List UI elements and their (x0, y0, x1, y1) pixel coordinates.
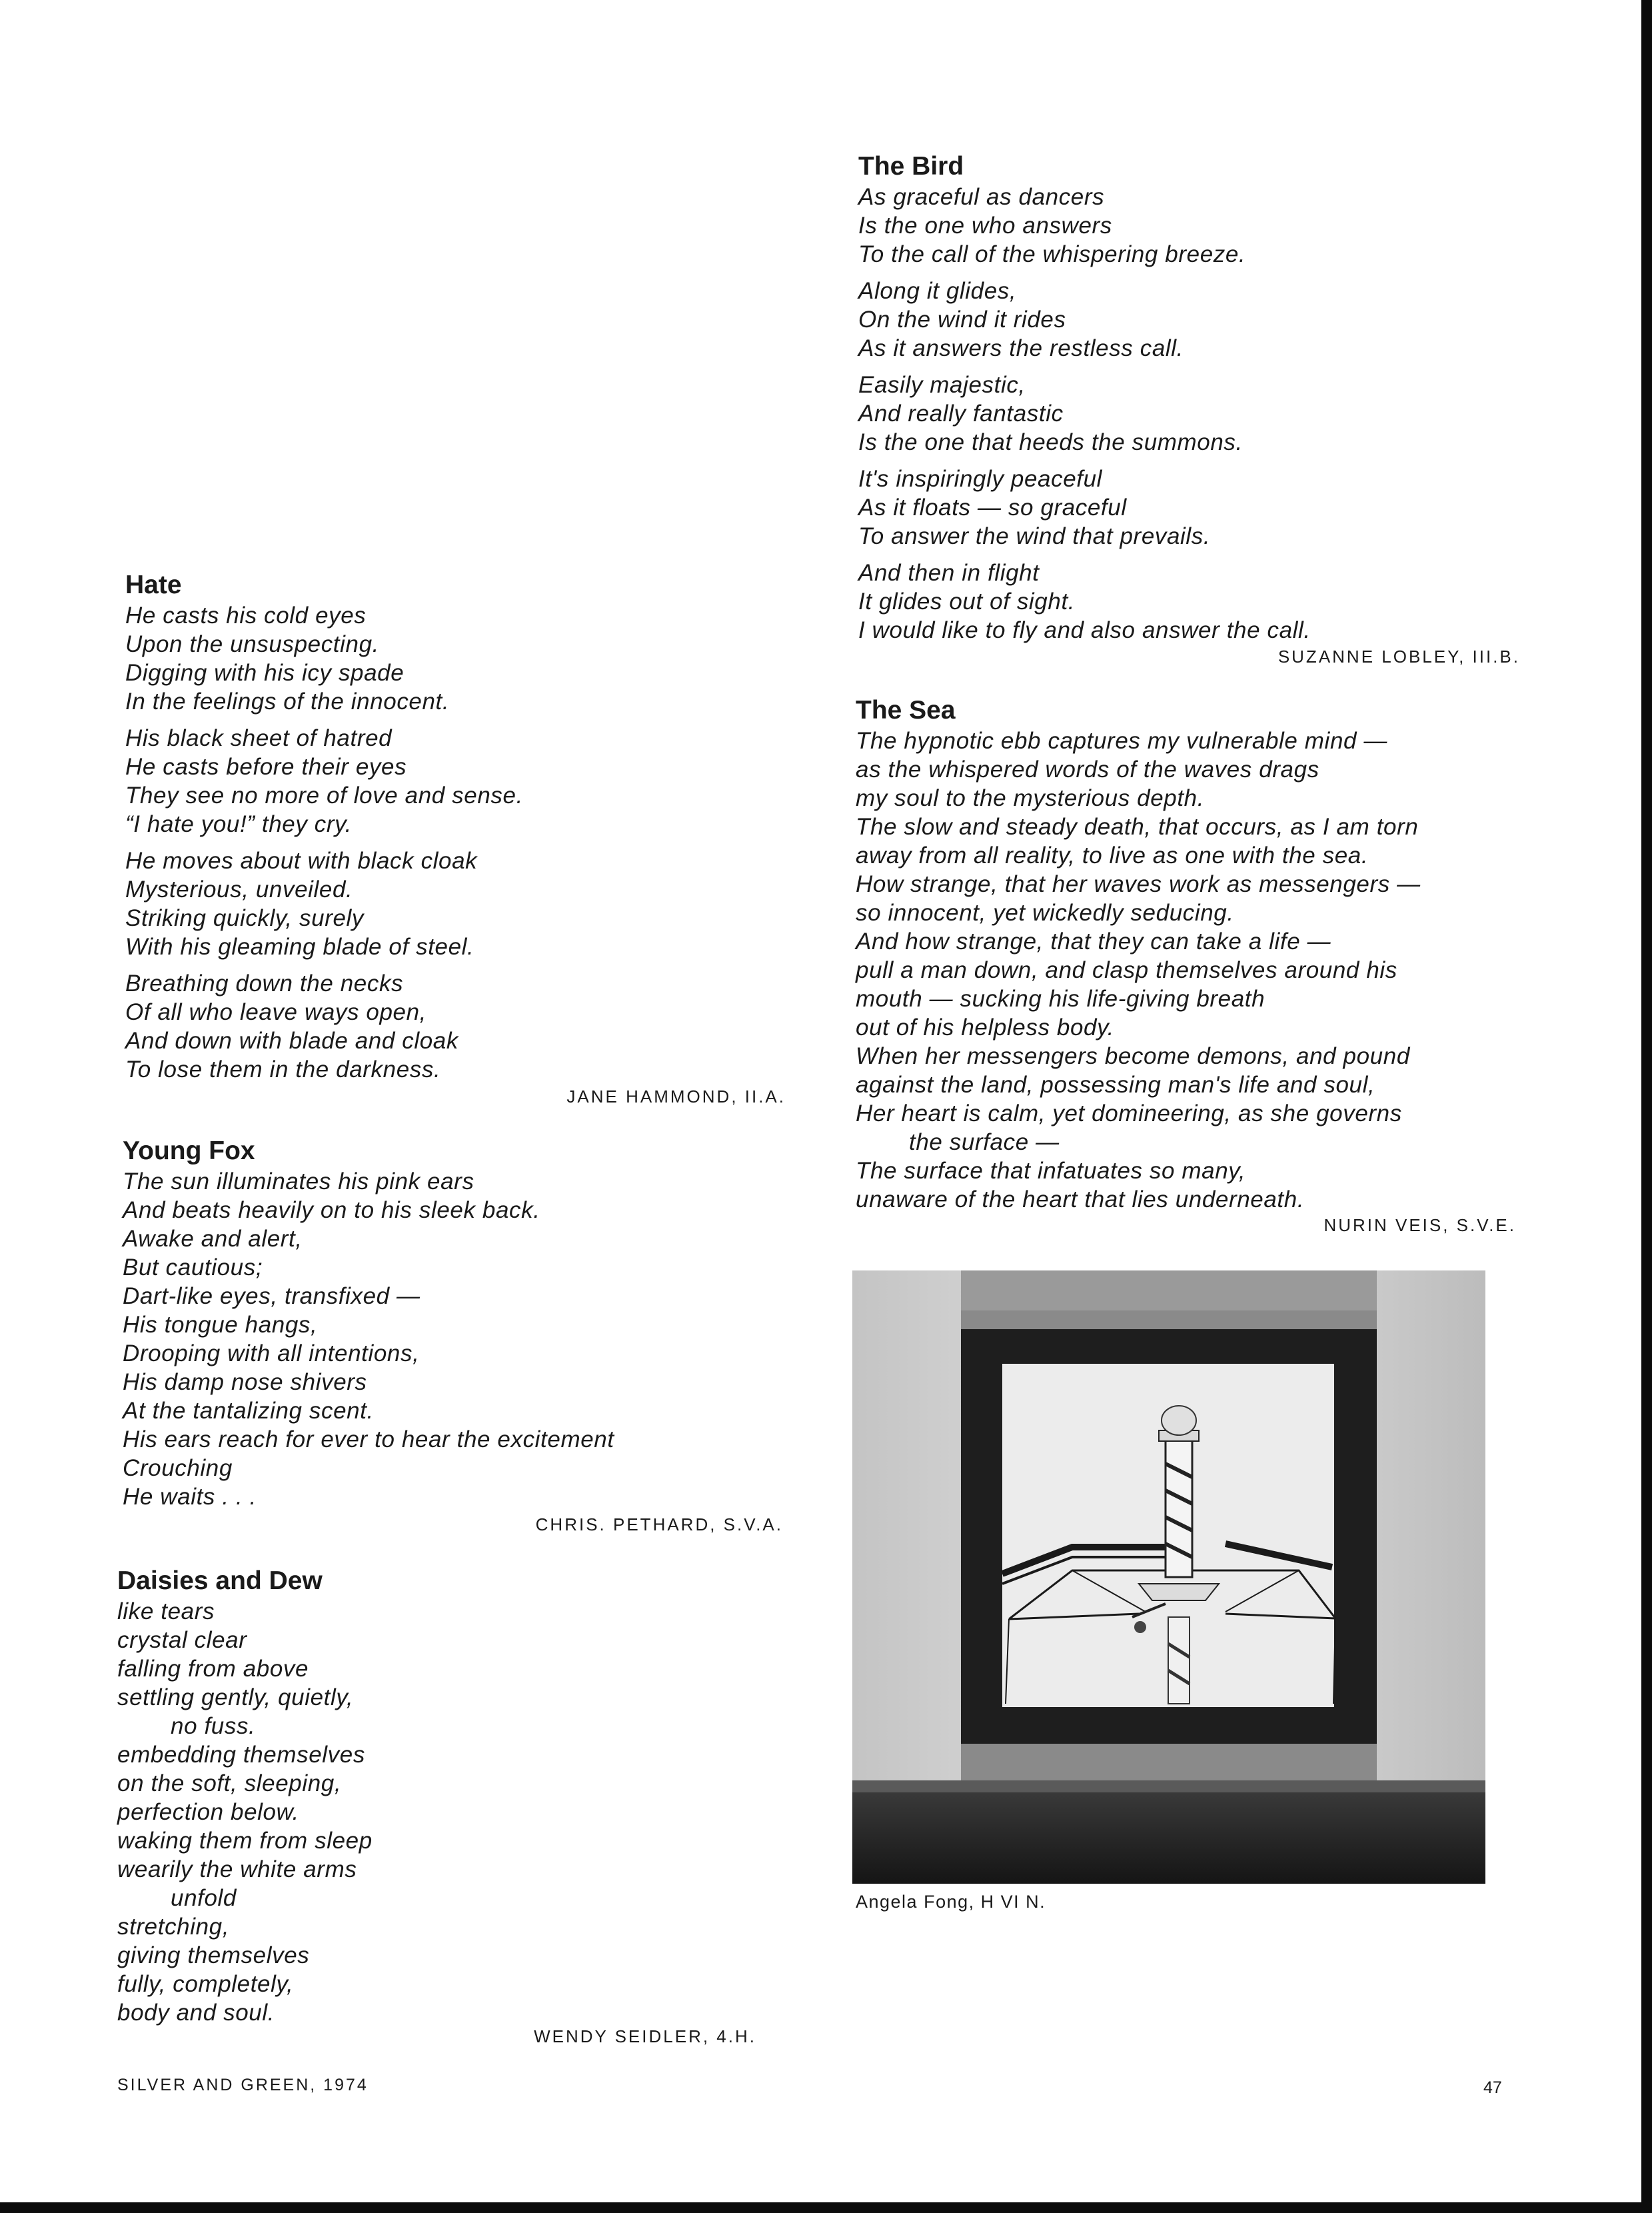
poem-line: giving themselves (117, 1942, 310, 1968)
poem-line: And then in flight (858, 560, 1040, 586)
poem-line: no fuss. (171, 1713, 256, 1739)
poem-line: body and soul. (117, 2000, 275, 2026)
poem-line: But cautious; (123, 1254, 263, 1280)
poem-line: And beats heavily on to his sleek back. (123, 1197, 540, 1223)
stanza (858, 371, 1311, 457)
poem-line: like tears (117, 1598, 215, 1624)
poem-line: on the soft, sleeping, (117, 1770, 342, 1796)
poem-line: To answer the wind that prevails. (858, 523, 1211, 549)
poem-line: The surface that infatuates so many, (856, 1158, 1246, 1184)
publication-footer: SILVER AND GREEN, 1974 (117, 2076, 369, 2094)
poem-line: The sun illuminates his pink ears (123, 1168, 474, 1194)
poem-author: SUZANNE LOBLEY, III.B. (1277, 647, 1520, 667)
stanza (856, 727, 1421, 1214)
poem-line: Of all who leave ways open, (125, 999, 426, 1025)
poem-line: At the tantalizing scent. (123, 1398, 374, 1424)
poem-author: NURIN VEIS, S.V.E. (1323, 1215, 1516, 1235)
poem-line: “I hate you!” they cry. (125, 811, 352, 837)
poem-line: In the feelings of the innocent. (125, 689, 450, 715)
poem-line: Striking quickly, surely (125, 905, 365, 931)
poem-line: Her heart is calm, yet domineering, as she governs (856, 1101, 1402, 1126)
poem-line: He casts before their eyes (125, 754, 407, 780)
poem-line: With his gleaming blade of steel. (125, 934, 474, 960)
poem-line: away from all reality, to live as one with the sea. (856, 843, 1369, 869)
poem-line: embedding themselves (117, 1742, 365, 1768)
poem-line: His tongue hangs, (123, 1312, 318, 1338)
poem-line: Crouching (123, 1455, 233, 1481)
stanza (125, 601, 523, 716)
poem-the-bird (858, 152, 1311, 653)
poem-line: His damp nose shivers (123, 1369, 367, 1395)
poem-line: To lose them in the darkness. (125, 1057, 441, 1083)
poem-young-fox (123, 1136, 614, 1519)
poem-line: His black sheet of hatred (125, 725, 393, 751)
poem-line: The slow and steady death, that occurs, as I am torn (856, 814, 1419, 840)
poem-line: stretching, (117, 1914, 230, 1940)
page-binding-edge (1641, 0, 1652, 2213)
stanza (858, 183, 1311, 269)
poem-line: How strange, that her waves work as messengers — (856, 871, 1421, 897)
stanza (123, 1167, 614, 1511)
poem-line: mouth — sucking his life-giving breath (856, 986, 1265, 1012)
stanza (117, 1597, 373, 2027)
poem-line: His ears reach for ever to hear the excitement (123, 1426, 614, 1452)
poem-line: Drooping with all intentions, (123, 1340, 420, 1366)
page-number: 47 (1483, 2078, 1502, 2097)
poem-line: Breathing down the necks (125, 971, 404, 997)
poem-line: crystal clear (117, 1627, 247, 1653)
poem-line: fully, completely, (117, 1971, 294, 1997)
poem-line: Digging with his icy spade (125, 660, 405, 686)
poem-line: waking them from sleep (117, 1828, 373, 1854)
poem-line: To the call of the whispering breeze. (858, 241, 1246, 267)
poem-title: Young Fox (123, 1136, 255, 1165)
poem-line: I would like to fly and also answer the call. (858, 617, 1311, 643)
poem-line: He casts his cold eyes (125, 603, 367, 629)
stanza (125, 724, 523, 839)
poem-author: WENDY SEIDLER, 4.H. (534, 2026, 756, 2046)
poem-line: The hypnotic ebb captures my vulnerable mind — (856, 728, 1387, 754)
poem-line: And down with blade and cloak (125, 1028, 458, 1054)
poem-line: Upon the unsuspecting. (125, 631, 379, 657)
poem-line: my soul to the mysterious depth. (856, 785, 1205, 811)
poem-line: As it answers the restless call. (858, 335, 1184, 361)
poem-line: perfection below. (117, 1799, 299, 1825)
poem-line: settling gently, quietly, (117, 1684, 354, 1710)
poem-line: They see no more of love and sense. (125, 783, 523, 809)
poem-line: As it floats — so graceful (858, 495, 1127, 521)
poem-line: wearily the white arms (117, 1856, 357, 1882)
poem-line: out of his helpless body. (856, 1015, 1114, 1041)
poem-title: Daisies and Dew (117, 1566, 323, 1595)
poem-author: CHRIS. PETHARD, S.V.A. (535, 1514, 783, 1534)
poem-title: The Bird (858, 152, 964, 181)
stanza (125, 847, 523, 961)
poem-line: He moves about with black cloak (125, 848, 478, 874)
poem-line: unfold (171, 1885, 237, 1911)
poem-line: It's inspiringly peaceful (858, 466, 1103, 492)
poem-line: the surface — (909, 1129, 1060, 1155)
poem-line: unaware of the heart that lies underneath. (856, 1186, 1305, 1212)
artwork-caption: Angela Fong, H VI N. (856, 1892, 1046, 1912)
poem-line: On the wind it rides (858, 307, 1066, 333)
poem-line: as the whispered words of the waves drags (856, 757, 1319, 783)
poem-line: Easily majestic, (858, 372, 1026, 398)
scan-bottom-edge (0, 2202, 1652, 2213)
stanza (858, 559, 1311, 645)
artwork-photo (852, 1270, 1485, 1884)
poem-title: Hate (125, 571, 182, 599)
poem-line: It glides out of sight. (858, 589, 1076, 615)
poem-line: so innocent, yet wickedly seducing. (856, 900, 1234, 926)
poem-line: And how strange, that they can take a life — (856, 929, 1331, 955)
poem-line: When her messengers become demons, and pound (856, 1043, 1410, 1069)
poem-line: Is the one who answers (858, 213, 1112, 239)
poem-line: Dart-like eyes, transfixed — (123, 1283, 420, 1309)
poem-line: He waits . . . (123, 1484, 257, 1510)
poem-author: JANE HAMMOND, II.A. (566, 1087, 786, 1106)
poem-the-sea (856, 696, 1421, 1222)
poem-line: pull a man down, and clasp themselves around his (856, 957, 1397, 983)
poem-line: falling from above (117, 1656, 309, 1682)
poem-line: As graceful as dancers (858, 184, 1105, 210)
poem-daisies-and-dew (117, 1566, 373, 2035)
poem-line: And really fantastic (858, 401, 1064, 427)
poem-line: Along it glides, (858, 278, 1017, 304)
poem-line: Mysterious, unveiled. (125, 877, 353, 903)
poem-line: Is the one that heeds the summons. (858, 429, 1243, 455)
poem-title: The Sea (856, 696, 956, 725)
poem-line: against the land, possessing man's life and soul, (856, 1072, 1375, 1098)
stanza (858, 277, 1311, 363)
poem-hate (125, 571, 523, 1092)
poem-line: Awake and alert, (123, 1226, 303, 1252)
stanza (858, 465, 1311, 551)
stanza (125, 969, 523, 1084)
